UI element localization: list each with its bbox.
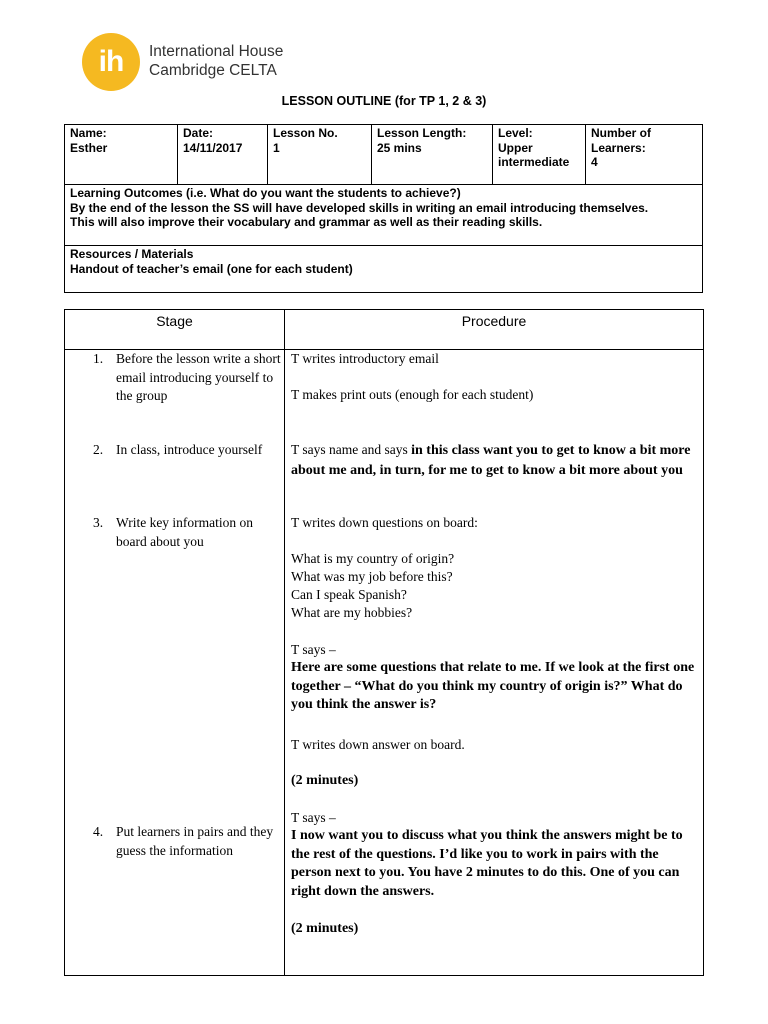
stage-header: Stage	[65, 310, 285, 350]
logo-line-2: Cambridge CELTA	[149, 62, 277, 79]
ih-logo-mark: ih	[82, 33, 140, 91]
lesson-info-table	[64, 124, 703, 293]
learners-label-line-1: Number of	[591, 126, 651, 140]
teacher-script: Here are some questions that relate to me. If we look at the first one together – “What do you think my country of origin is?” What do you think the answer is?	[291, 660, 695, 712]
stage-number: 3.	[93, 515, 104, 530]
info-row	[65, 125, 703, 185]
procedure-line: T writes down questions on board:	[291, 515, 478, 530]
logo-text	[149, 42, 283, 80]
stage-text: In class, introduce yourself	[116, 442, 263, 457]
lesson-length-cell	[372, 125, 493, 185]
learners-label-line-2: Learners:	[591, 140, 646, 155]
outcomes-line-1: By the end of the lesson the SS will have developed skills in writing an email introducing themselves.	[70, 200, 649, 215]
stage-text: Write key information on board about you	[116, 515, 254, 549]
stage-number: 1.	[93, 351, 104, 366]
timing-note: (2 minutes)	[291, 773, 359, 788]
outcomes-label: Learning Outcomes (i.e. What do you want the students to achieve?)	[70, 186, 461, 200]
stage-column	[65, 350, 285, 976]
stage-text: Before the lesson write a short email introducing yourself to the group	[116, 351, 281, 403]
procedure-header-row	[65, 310, 704, 350]
outcomes-line-2: This will also improve their vocabulary and grammar as well as their reading skills.	[70, 215, 543, 229]
learners-value: 4	[591, 155, 598, 169]
date-label: Date:	[183, 126, 214, 140]
level-value-line-1: Upper	[498, 140, 533, 155]
learners-cell	[586, 125, 703, 185]
resources-value: Handout of teacher’s email (one for each student)	[70, 261, 353, 276]
resources-cell	[65, 246, 703, 293]
ih-logo	[82, 33, 282, 91]
outcomes-row	[65, 185, 703, 246]
name-value: Esther	[70, 140, 108, 155]
resources-row	[65, 246, 703, 293]
logo-line-1: International House	[149, 43, 284, 60]
procedure-paragraph	[291, 441, 701, 480]
date-value: 14/11/2017	[183, 140, 243, 155]
question-line: What is my country of origin?	[291, 551, 455, 566]
procedure-line: T makes print outs (enough for each student)	[291, 387, 534, 402]
level-cell	[493, 125, 586, 185]
name-label: Name:	[70, 126, 107, 140]
stage-number: 4.	[93, 824, 104, 839]
lesson-length-value: 25 mins	[377, 140, 422, 155]
procedure-column	[285, 350, 704, 976]
question-line: Can I speak Spanish?	[291, 587, 407, 602]
lesson-no-cell	[268, 125, 372, 185]
level-value-line-2: intermediate	[498, 155, 570, 169]
procedure-line: T says –	[291, 810, 336, 825]
procedure-line: T writes introductory email	[291, 351, 439, 366]
procedure-line: T says –	[291, 642, 336, 657]
date-cell	[178, 125, 268, 185]
lesson-no-value: 1	[273, 140, 280, 155]
procedure-body-row	[65, 350, 704, 976]
learning-outcomes-cell	[65, 185, 703, 246]
procedure-header: Procedure	[285, 310, 704, 350]
teacher-script: I now want you to discuss what you think the answers might be to the rest of the questions. I’d like you to work in pairs with the person next to you. You have 2 minutes to do this. One of you can right down the answers.	[291, 828, 683, 899]
lesson-no-label: Lesson No.	[273, 126, 338, 140]
stage-text: Put learners in pairs and they guess the information	[116, 824, 274, 858]
level-label: Level:	[498, 126, 533, 140]
document-title: LESSON OUTLINE (for TP 1, 2 & 3)	[281, 94, 487, 108]
timing-note: (2 minutes)	[291, 921, 359, 936]
question-line: What are my hobbies?	[291, 605, 413, 620]
procedure-text: T says name and says	[291, 442, 412, 457]
procedure-line: T writes down answer on board.	[291, 737, 465, 752]
teacher-script: in this class want you to get to know a bit more about me and, in turn, for me to get to know a bit more about you	[291, 443, 691, 478]
procedure-table	[64, 309, 704, 976]
name-cell	[65, 125, 178, 185]
question-line: What was my job before this?	[291, 569, 453, 584]
resources-label: Resources / Materials	[70, 247, 194, 261]
stage-number: 2.	[93, 442, 104, 457]
lesson-length-label: Lesson Length:	[377, 126, 467, 140]
